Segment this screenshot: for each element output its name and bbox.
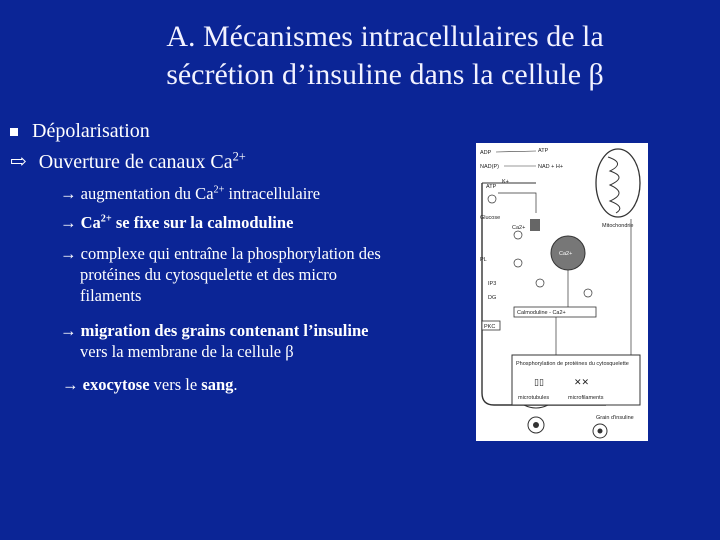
square-bullet-icon bbox=[10, 128, 18, 136]
label-atp: ATP bbox=[538, 148, 549, 154]
sub-item-complexe bbox=[60, 243, 460, 306]
reaction-node bbox=[536, 279, 544, 287]
arrow-icon: → bbox=[60, 321, 77, 340]
arrow-adp-atp bbox=[496, 151, 536, 152]
label-k-plus: K+ bbox=[502, 179, 509, 185]
outline-arrow-icon: ⇨ bbox=[10, 151, 27, 173]
insulin-secretion-diagram bbox=[476, 143, 648, 441]
reaction-node bbox=[584, 289, 592, 297]
sub-2-sup: 2+ bbox=[100, 213, 112, 225]
label-grain: Grain d'insuline bbox=[596, 415, 634, 421]
title-line-2: sécrétion d’insuline dans la cellule β bbox=[166, 58, 604, 91]
sub-item-migration bbox=[60, 320, 460, 362]
arrow-icon: → bbox=[60, 213, 77, 232]
sub-4-line-1: migration des grains contenant l’insuline bbox=[80, 321, 369, 340]
label-dg: DG bbox=[488, 295, 497, 301]
bullet-2-text: Ouverture de canaux Ca bbox=[38, 151, 233, 173]
diagram-svg bbox=[476, 143, 648, 441]
label-microfilaments: microfilaments bbox=[568, 395, 604, 401]
sub-2-pre: Ca bbox=[80, 213, 101, 232]
label-calmoduline: Calmoduline - Ca2+ bbox=[517, 310, 566, 316]
reaction-node bbox=[514, 259, 522, 267]
pathway-line-1 bbox=[498, 193, 536, 213]
sub-1-sup: 2+ bbox=[213, 184, 225, 196]
label-glucose: Glucose bbox=[480, 215, 501, 221]
label-pkc: PKC bbox=[484, 324, 496, 330]
sub-item-augmentation bbox=[60, 183, 460, 204]
microfilament-icon: ✕✕ bbox=[574, 377, 590, 387]
sub-2-post: se fixe sur la calmoduline bbox=[115, 213, 294, 232]
sub-3-line-2: protéines du cytosquelette et des micro bbox=[80, 265, 338, 284]
channel-minus bbox=[488, 195, 496, 203]
label-phosphorylation: Phosphorylation de protéines du cytosquelette bbox=[516, 361, 629, 367]
granule-core bbox=[533, 422, 539, 428]
sub-4-line-2: vers la membrane de la cellule β bbox=[80, 342, 294, 361]
ca-channel bbox=[530, 219, 540, 231]
label-nadp: NAD(P) bbox=[480, 164, 499, 170]
sub-5-mid: vers le bbox=[153, 375, 198, 394]
label-nadh: NAD + H+ bbox=[538, 164, 564, 170]
label-adp: ADP bbox=[480, 150, 492, 156]
label-ca-pool: Ca2+ bbox=[559, 251, 573, 257]
slide-title bbox=[70, 18, 700, 94]
sub-5-end: . bbox=[233, 375, 238, 394]
reaction-node bbox=[514, 231, 522, 239]
granule-core bbox=[598, 429, 603, 434]
label-ca-channel: Ca2+ bbox=[512, 225, 526, 231]
sub-5-exocytose: exocytose bbox=[82, 375, 150, 394]
sub-1-pre: augmentation du Ca bbox=[80, 184, 214, 203]
arrow-icon: → bbox=[60, 184, 77, 203]
bullet-ouverture-canaux bbox=[10, 149, 246, 175]
sub-item-exocytose bbox=[62, 374, 462, 395]
sub-3-line-1: complexe qui entraîne la phosphorylation des bbox=[80, 244, 381, 263]
arrow-icon: → bbox=[62, 375, 79, 394]
label-microtubules: microtubules bbox=[518, 395, 550, 401]
bullet-1-text: Dépolarisation bbox=[32, 120, 150, 142]
label-ip3: IP3 bbox=[488, 281, 497, 287]
title-line-1: A. Mécanismes intracellulaires de la bbox=[166, 20, 604, 53]
sub-5-sang: sang bbox=[201, 375, 234, 394]
bullet-2-sup: 2+ bbox=[232, 149, 246, 164]
mitochondrion bbox=[596, 149, 640, 217]
sub-item-calmoduline bbox=[60, 212, 460, 233]
label-mitochondrie: Mitochondrie bbox=[602, 223, 634, 229]
sub-3-line-3: filaments bbox=[80, 286, 142, 305]
microtubule-icon: ▯▯ bbox=[534, 377, 544, 387]
label-atp-channel: ATP bbox=[486, 184, 497, 190]
sub-1-post: intracellulaire bbox=[228, 184, 321, 203]
bullet-depolarisation bbox=[10, 119, 150, 143]
label-small: PL bbox=[480, 257, 487, 263]
arrow-icon: → bbox=[60, 244, 77, 263]
